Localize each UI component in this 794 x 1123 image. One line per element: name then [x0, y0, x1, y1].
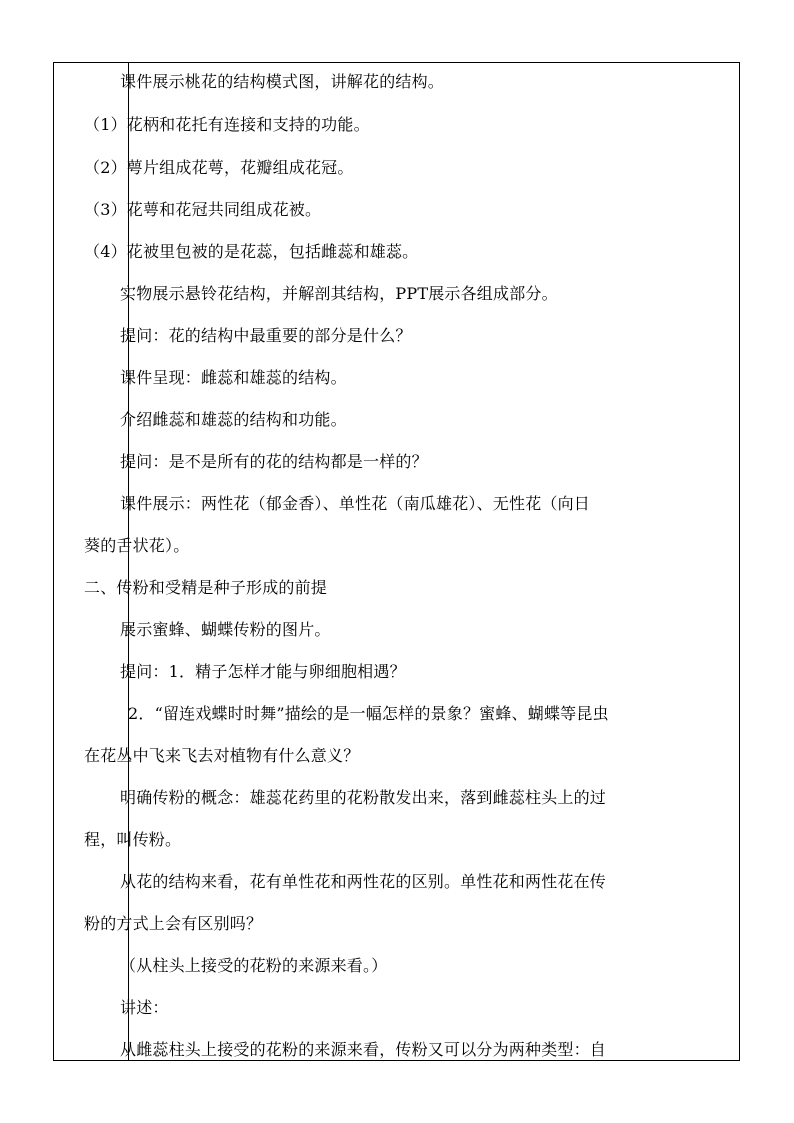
text-line: 提问：花的结构中最重要的部分是什么？	[120, 326, 412, 345]
text-line: （3）花萼和花冠共同组成花被。	[84, 200, 322, 219]
text-line: 2．“留连戏蝶时时舞”描绘的是一幅怎样的景象？蜜蜂、蝴蝶等昆虫	[128, 704, 609, 723]
text-line: 提问：1．精子怎样才能与卵细胞相遇？	[120, 662, 406, 681]
text-line: 介绍雌蕊和雄蕊的结构和功能。	[120, 410, 347, 429]
section-heading: 二、传粉和受精是种子形成的前提	[84, 578, 328, 597]
text-line: 讲述：	[120, 998, 169, 1017]
text-line: 程，叫传粉。	[84, 830, 182, 849]
text-line: 提问：是不是所有的花的结构都是一样的？	[120, 452, 428, 471]
text-line: 实物展示悬铃花结构，并解剖其结构，PPT展示各组成部分。	[120, 284, 558, 303]
text-line: 明确传粉的概念：雄蕊花药里的花粉散发出来，落到雌蕊柱头上的过	[120, 788, 607, 807]
text-line: 展示蜜蜂、蝴蝶传粉的图片。	[120, 620, 331, 639]
text-line: 粉的方式上会有区别吗？	[84, 914, 263, 933]
text-line: 在花丛中飞来飞去对植物有什么意义？	[84, 746, 360, 765]
text-line: （2）萼片组成花萼，花瓣组成花冠。	[84, 158, 354, 177]
text-line: 从雌蕊柱头上接受的花粉的来源来看，传粉又可以分为两种类型：自	[120, 1040, 607, 1059]
text-line: （1）花柄和花托有连接和支持的功能。	[84, 115, 370, 134]
text-line: 葵的舌状花）。	[84, 536, 190, 555]
text-line: （从柱头上接受的花粉的来源来看。）	[120, 956, 388, 975]
text-line: 课件展示桃花的结构模式图，讲解花的结构。	[120, 72, 445, 91]
text-line: 从花的结构来看，花有单性花和两性花的区别。单性花和两性花在传	[120, 872, 607, 891]
text-line: 课件呈现：雌蕊和雄蕊的结构。	[120, 368, 347, 387]
text-line: （4）花被里包被的是花蕊，包括雌蕊和雄蕊。	[84, 242, 419, 261]
text-line: 课件展示：两性花（郁金香）、单性花（南瓜雄花）、无性花（向日	[120, 494, 591, 513]
